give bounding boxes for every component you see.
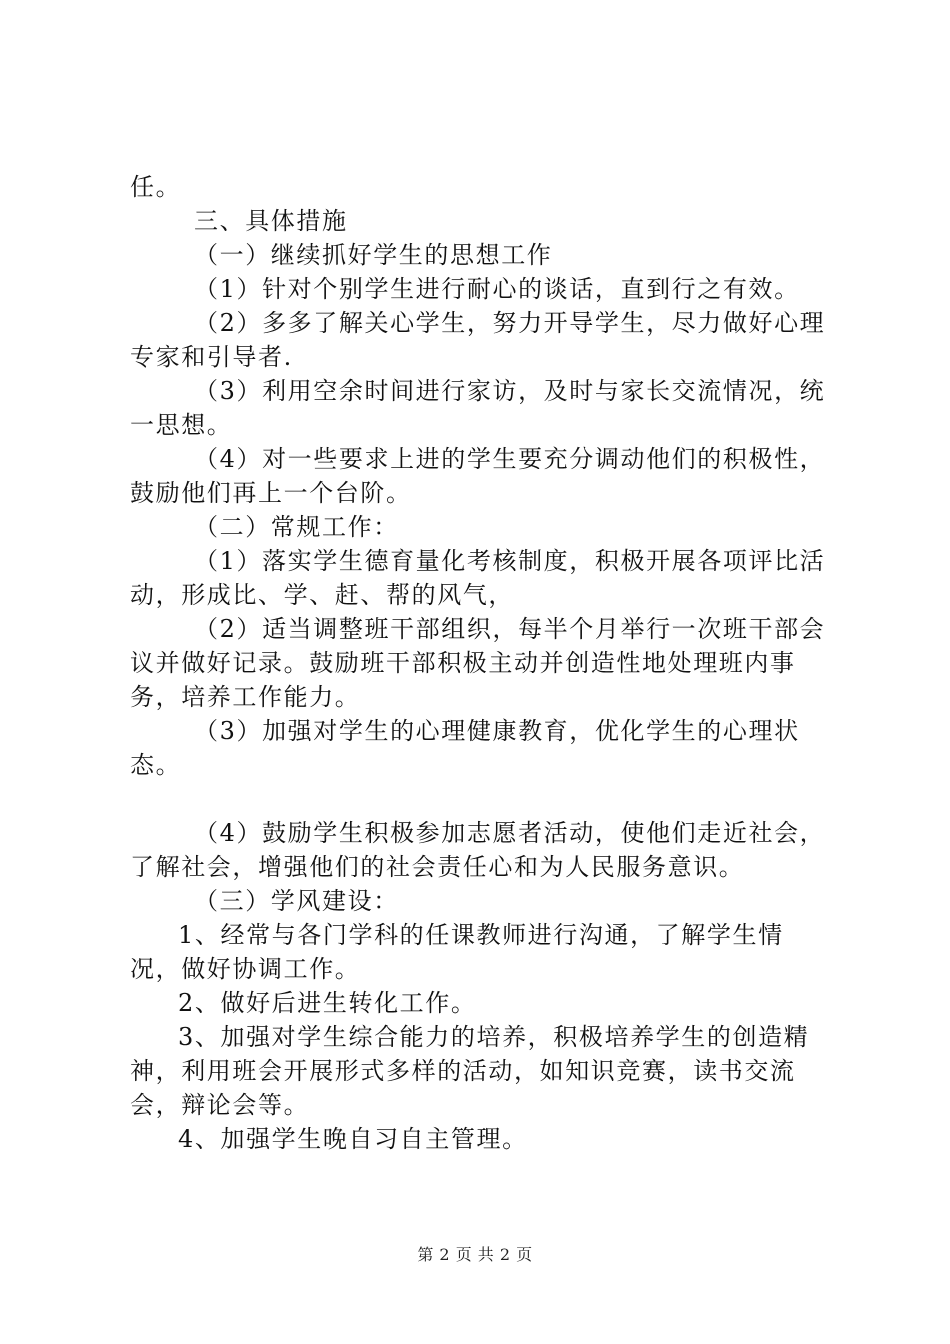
paragraph-item: （2）适当调整班干部组织，每半个月举行一次班干部会议并做好记录。鼓励班干部积极主动并创造性地处理班内事务，培养工作能力。 [130, 615, 826, 711]
paragraph-item: 2、做好后进生转化工作。 [178, 989, 477, 1017]
paragraph-item: （1）落实学生德育量化考核制度，积极开展各项评比活动，形成比、学、赶、帮的风气， [130, 547, 826, 609]
subsection-heading-study: （三）学风建设： [194, 887, 399, 915]
paragraph-continuation: 任。 [130, 173, 182, 201]
paragraph-item: （4）对一些要求上进的学生要充分调动他们的积极性，鼓励他们再上一个台阶。 [130, 445, 826, 507]
paragraph-item: （3）加强对学生的心理健康教育，优化学生的心理状态。 [130, 717, 800, 779]
page-footer: 第 2 页 共 2 页 [417, 1245, 533, 1264]
document-body [130, 170, 830, 1156]
subsection-heading-routine: （二）常规工作： [194, 513, 399, 541]
subsection-heading-ideology: （一）继续抓好学生的思想工作 [194, 241, 553, 269]
paragraph-item: （3）利用空余时间进行家访，及时与家长交流情况，统一思想。 [130, 377, 826, 439]
paragraph-item: 4、加强学生晚自习自主管理。 [178, 1125, 528, 1153]
paragraph-item: 1、经常与各门学科的任课教师进行沟通，了解学生情况，做好协调工作。 [130, 921, 784, 983]
paragraph-item: 3、加强对学生综合能力的培养，积极培养学生的创造精神，利用班会开展形式多样的活动，如知识竞赛，读书交流会，辩论会等。 [130, 1023, 810, 1119]
paragraph-item: （4）鼓励学生积极参加志愿者活动，使他们走近社会，了解社会，增强他们的社会责任心和为人民服务意识。 [130, 819, 826, 881]
paragraph-item: （1）针对个别学生进行耐心的谈话，直到行之有效。 [194, 275, 800, 303]
section-heading-measures: 三、具体措施 [194, 207, 348, 235]
paragraph-item: （2）多多了解关心学生，努力开导学生，尽力做好心理专家和引导者. [130, 309, 826, 371]
